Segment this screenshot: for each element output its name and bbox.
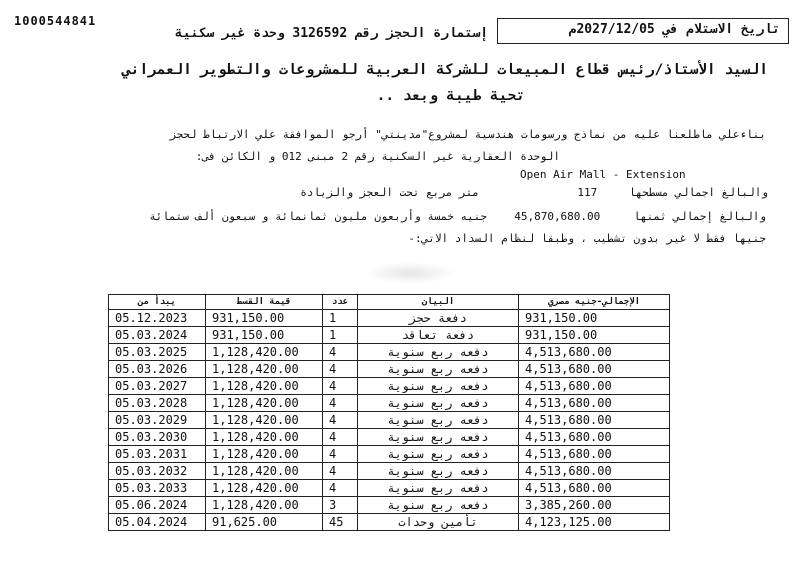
body-line-2: الوحدة العقارية غير السكنية رقم 2 مبنى 012 و الكائن فى: <box>195 150 560 163</box>
table-row <box>109 497 670 514</box>
row-installment: 1,128,420.00 <box>206 497 323 514</box>
row-installment: 931,150.00 <box>206 310 323 327</box>
row-installment: 1,128,420.00 <box>206 446 323 463</box>
area-label: والبالغ اجمالي مسطحها <box>628 186 768 199</box>
price-words: جنيه خمسة وأربعون مليون ثمانمائة و سبعون ألف ستمائة <box>149 210 487 223</box>
scan-smudge <box>365 262 455 284</box>
table-row <box>109 378 670 395</box>
greeting-line: تحية طيبة وبعد .. <box>376 88 525 104</box>
row-count: 45 <box>323 514 358 531</box>
row-count: 4 <box>323 446 358 463</box>
row-description: دفعه ربع سنوية <box>358 412 519 429</box>
row-installment: 1,128,420.00 <box>206 463 323 480</box>
row-installment: 1,128,420.00 <box>206 344 323 361</box>
row-description: دفعه ربع سنوية <box>358 446 519 463</box>
row-count: 1 <box>323 327 358 344</box>
row-description: تأمين وحدات <box>358 514 519 531</box>
header-description: البيان <box>358 295 519 310</box>
table-row <box>109 429 670 446</box>
row-count: 3 <box>323 497 358 514</box>
header-installment: قيمة القسط <box>206 295 323 310</box>
row-description: دفعه ربع سنوية <box>358 463 519 480</box>
row-count: 4 <box>323 395 358 412</box>
price-label: والبالغ إجمالي ثمنها <box>633 210 766 223</box>
row-total: 4,513,680.00 <box>519 429 670 446</box>
row-description: دفعة تعاقد <box>358 327 519 344</box>
table-row <box>109 310 670 327</box>
row-total: 4,513,680.00 <box>519 412 670 429</box>
row-date: 05.03.2033 <box>109 480 206 497</box>
payment-schedule-table <box>108 294 670 531</box>
row-count: 4 <box>323 480 358 497</box>
price-value: 45,870,680.00 <box>514 210 601 223</box>
price-line <box>149 210 766 223</box>
row-date: 05.03.2032 <box>109 463 206 480</box>
row-count: 1 <box>323 310 358 327</box>
row-total: 4,123,125.00 <box>519 514 670 531</box>
table-row <box>109 514 670 531</box>
row-installment: 1,128,420.00 <box>206 378 323 395</box>
row-installment: 1,128,420.00 <box>206 361 323 378</box>
row-installment: 91,625.00 <box>206 514 323 531</box>
row-description: دفعة حجز <box>358 310 519 327</box>
form-title: إستمارة الحجز رقم 3126592 وحدة غير سكنية <box>175 26 489 41</box>
row-date: 05.03.2031 <box>109 446 206 463</box>
row-installment: 1,128,420.00 <box>206 412 323 429</box>
row-date: 05.03.2029 <box>109 412 206 429</box>
row-total: 4,513,680.00 <box>519 361 670 378</box>
row-date: 05.04.2024 <box>109 514 206 531</box>
table-row <box>109 395 670 412</box>
body-line-1: بناءعلي ماطلعنا عليه من نماذج ورسومات هندسية لمشروع"مدينتي" أرجو الموافقة علي الارتباط لحجز <box>169 128 766 141</box>
row-description: دفعه ربع سنوية <box>358 344 519 361</box>
row-count: 4 <box>323 412 358 429</box>
row-date: 05.03.2026 <box>109 361 206 378</box>
table-row <box>109 327 670 344</box>
row-installment: 1,128,420.00 <box>206 429 323 446</box>
document-id: 1000544841 <box>14 14 97 28</box>
table-row <box>109 463 670 480</box>
row-date: 05.03.2024 <box>109 327 206 344</box>
row-count: 4 <box>323 344 358 361</box>
header-total: الإجمالي-جنيه مصري <box>519 295 670 310</box>
table-row <box>109 412 670 429</box>
row-date: 05.12.2023 <box>109 310 206 327</box>
row-total: 931,150.00 <box>519 310 670 327</box>
header-start-date: يبدأ من <box>109 295 206 310</box>
row-count: 4 <box>323 361 358 378</box>
row-description: دفعه ربع سنوية <box>358 429 519 446</box>
row-date: 05.06.2024 <box>109 497 206 514</box>
row-date: 05.03.2028 <box>109 395 206 412</box>
row-total: 3,385,260.00 <box>519 497 670 514</box>
table-row <box>109 446 670 463</box>
header-count: عدد <box>323 295 358 310</box>
row-total: 4,513,680.00 <box>519 378 670 395</box>
receipt-date-box <box>497 18 789 44</box>
row-count: 4 <box>323 378 358 395</box>
row-count: 4 <box>323 463 358 480</box>
table-row <box>109 344 670 361</box>
row-total: 4,513,680.00 <box>519 463 670 480</box>
row-total: 4,513,680.00 <box>519 344 670 361</box>
row-description: دفعه ربع سنوية <box>358 395 519 412</box>
row-description: دفعه ربع سنوية <box>358 480 519 497</box>
table-row <box>109 361 670 378</box>
row-description: دفعه ربع سنوية <box>358 378 519 395</box>
table-header-row <box>109 295 670 310</box>
area-line <box>300 186 768 199</box>
row-date: 05.03.2030 <box>109 429 206 446</box>
addressee-line: السيد الأستاذ/رئيس قطاع المبيعات للشركة العربية للمشروعات والتطوير العمراني <box>121 62 768 78</box>
row-total: 4,513,680.00 <box>519 480 670 497</box>
row-total: 4,513,680.00 <box>519 446 670 463</box>
row-installment: 1,128,420.00 <box>206 395 323 412</box>
table-row <box>109 480 670 497</box>
payment-terms-line: جنيها فقط لا غير بدون تشطيب ، وطبقا لنظام السداد الاتي:- <box>408 232 766 245</box>
row-total: 931,150.00 <box>519 327 670 344</box>
row-count: 4 <box>323 429 358 446</box>
project-name: Open Air Mall - Extension <box>520 168 686 181</box>
area-value: 117 <box>577 186 598 199</box>
row-description: دفعه ربع سنوية <box>358 497 519 514</box>
row-description: دفعه ربع سنوية <box>358 361 519 378</box>
receipt-date: تاريخ الاستلام في 2027/12/05م <box>568 22 780 37</box>
area-unit: متر مربع تحت العجز والزيادة <box>300 186 480 199</box>
row-installment: 1,128,420.00 <box>206 480 323 497</box>
row-installment: 931,150.00 <box>206 327 323 344</box>
row-date: 05.03.2027 <box>109 378 206 395</box>
row-total: 4,513,680.00 <box>519 395 670 412</box>
row-date: 05.03.2025 <box>109 344 206 361</box>
